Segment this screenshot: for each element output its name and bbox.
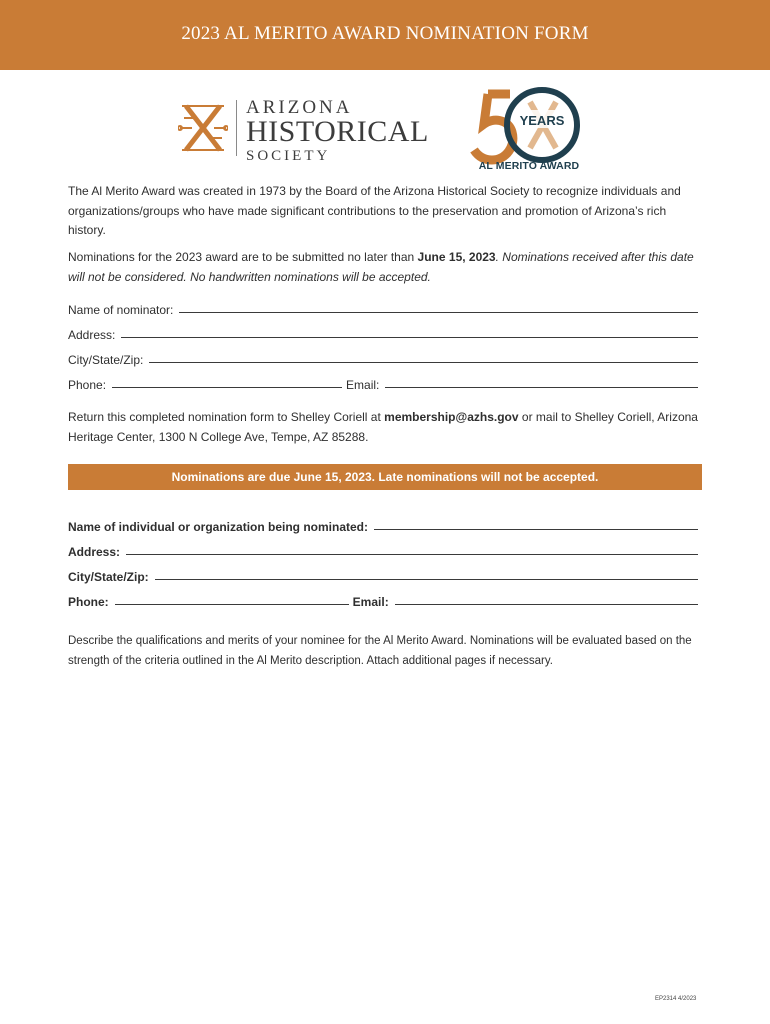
logo-area bbox=[0, 80, 770, 180]
fifty-years-text: YEARS bbox=[519, 113, 565, 128]
deadline-note: . Nominations received after this date will not be considered. No handwritten nominations will be accepted. bbox=[68, 250, 694, 284]
nominee-email-field[interactable] bbox=[395, 603, 698, 605]
form-code: EP2314 4/2023 bbox=[655, 996, 697, 1002]
nominee-name-label: Name of individual or organization being nominated: bbox=[68, 520, 369, 534]
intro-text: The Al Merito Award was created in 1973 by the Board of the Arizona Historical Society to recognize individuals and organizations/groups who have made significant contributions to the preservation and promotion of Arizona’s rich history. bbox=[68, 184, 681, 237]
ahs-x-emblem-icon bbox=[178, 100, 228, 156]
return-email-link[interactable]: membership@azhs.gov bbox=[384, 410, 519, 424]
nominator-city-field[interactable] bbox=[149, 361, 698, 363]
ahs-wordmark-line3: SOCIETY bbox=[246, 148, 331, 164]
deadline-banner-text: Nominations are due June 15, 2023. Late nominations will not be accepted. bbox=[171, 470, 599, 484]
nominator-name-row bbox=[68, 297, 698, 317]
ahs-wordmark-line2: HISTORICAL bbox=[246, 115, 429, 148]
form-title: 2023 AL MERITO AWARD NOMINATION FORM bbox=[181, 23, 589, 44]
deadline-date: June 15, 2023 bbox=[417, 250, 496, 264]
nominee-address-label: Address: bbox=[68, 545, 121, 559]
nominator-city-row bbox=[68, 347, 698, 367]
nominator-address-field[interactable] bbox=[121, 336, 698, 338]
nominee-address-field[interactable] bbox=[126, 553, 698, 555]
return-prefix: Return this completed nomination form to Shelley Coriell at bbox=[68, 410, 385, 424]
deadline-lead: Nominations for the 2023 award are to be submitted no later than bbox=[68, 250, 418, 264]
nominator-address-row bbox=[68, 322, 698, 342]
deadline-banner bbox=[68, 464, 702, 490]
nominator-name-field[interactable] bbox=[179, 311, 698, 313]
intro-paragraph bbox=[68, 182, 704, 241]
arizona-historical-society-logo bbox=[178, 97, 433, 164]
nominee-city-label: City/State/Zip: bbox=[68, 570, 149, 584]
nominator-contact-row bbox=[68, 372, 698, 392]
form-header bbox=[0, 0, 770, 70]
return-paragraph bbox=[68, 408, 704, 447]
nominator-name-label: Name of nominator: bbox=[68, 303, 174, 317]
nominee-email-label: Email: bbox=[352, 595, 389, 609]
describe-paragraph bbox=[68, 632, 704, 671]
nominator-email-label: Email: bbox=[346, 378, 380, 392]
nominator-phone-label: Phone: bbox=[68, 378, 107, 392]
describe-text: Describe the qualifications and merits of your nominee for the Al Merito Award. Nominations will be evaluated based on the strength of the criteria outlined in the Al Merito description. Attach additional pages if necessary. bbox=[68, 635, 692, 667]
nominator-city-label: City/State/Zip: bbox=[68, 353, 144, 367]
nominee-phone-field[interactable] bbox=[115, 603, 349, 605]
return-suffix: or mail to Shelley Coriell, Arizona Heritage Center, 1300 N College Ave, Tempe, AZ 85288. bbox=[68, 410, 698, 444]
nominator-email-field[interactable] bbox=[385, 386, 698, 388]
deadline-paragraph bbox=[68, 248, 704, 287]
nominee-phone-label: Phone: bbox=[68, 595, 109, 609]
al-merito-award-caption: AL MERITO AWARD bbox=[478, 160, 580, 172]
nominator-address-label: Address: bbox=[68, 328, 116, 342]
ahs-wordmark-line1: ARIZONA bbox=[246, 97, 353, 118]
nominee-address-row bbox=[68, 539, 698, 559]
ahs-wordmark bbox=[246, 98, 429, 165]
nominee-name-row bbox=[68, 514, 698, 534]
deadline-text bbox=[68, 248, 704, 287]
logo-divider bbox=[236, 100, 237, 156]
return-text bbox=[68, 408, 704, 447]
nominee-city-row bbox=[68, 564, 698, 584]
nominator-phone-field[interactable] bbox=[112, 386, 342, 388]
nominee-city-field[interactable] bbox=[155, 578, 698, 580]
nominee-name-field[interactable] bbox=[374, 528, 698, 530]
nominee-contact-row bbox=[68, 589, 698, 609]
